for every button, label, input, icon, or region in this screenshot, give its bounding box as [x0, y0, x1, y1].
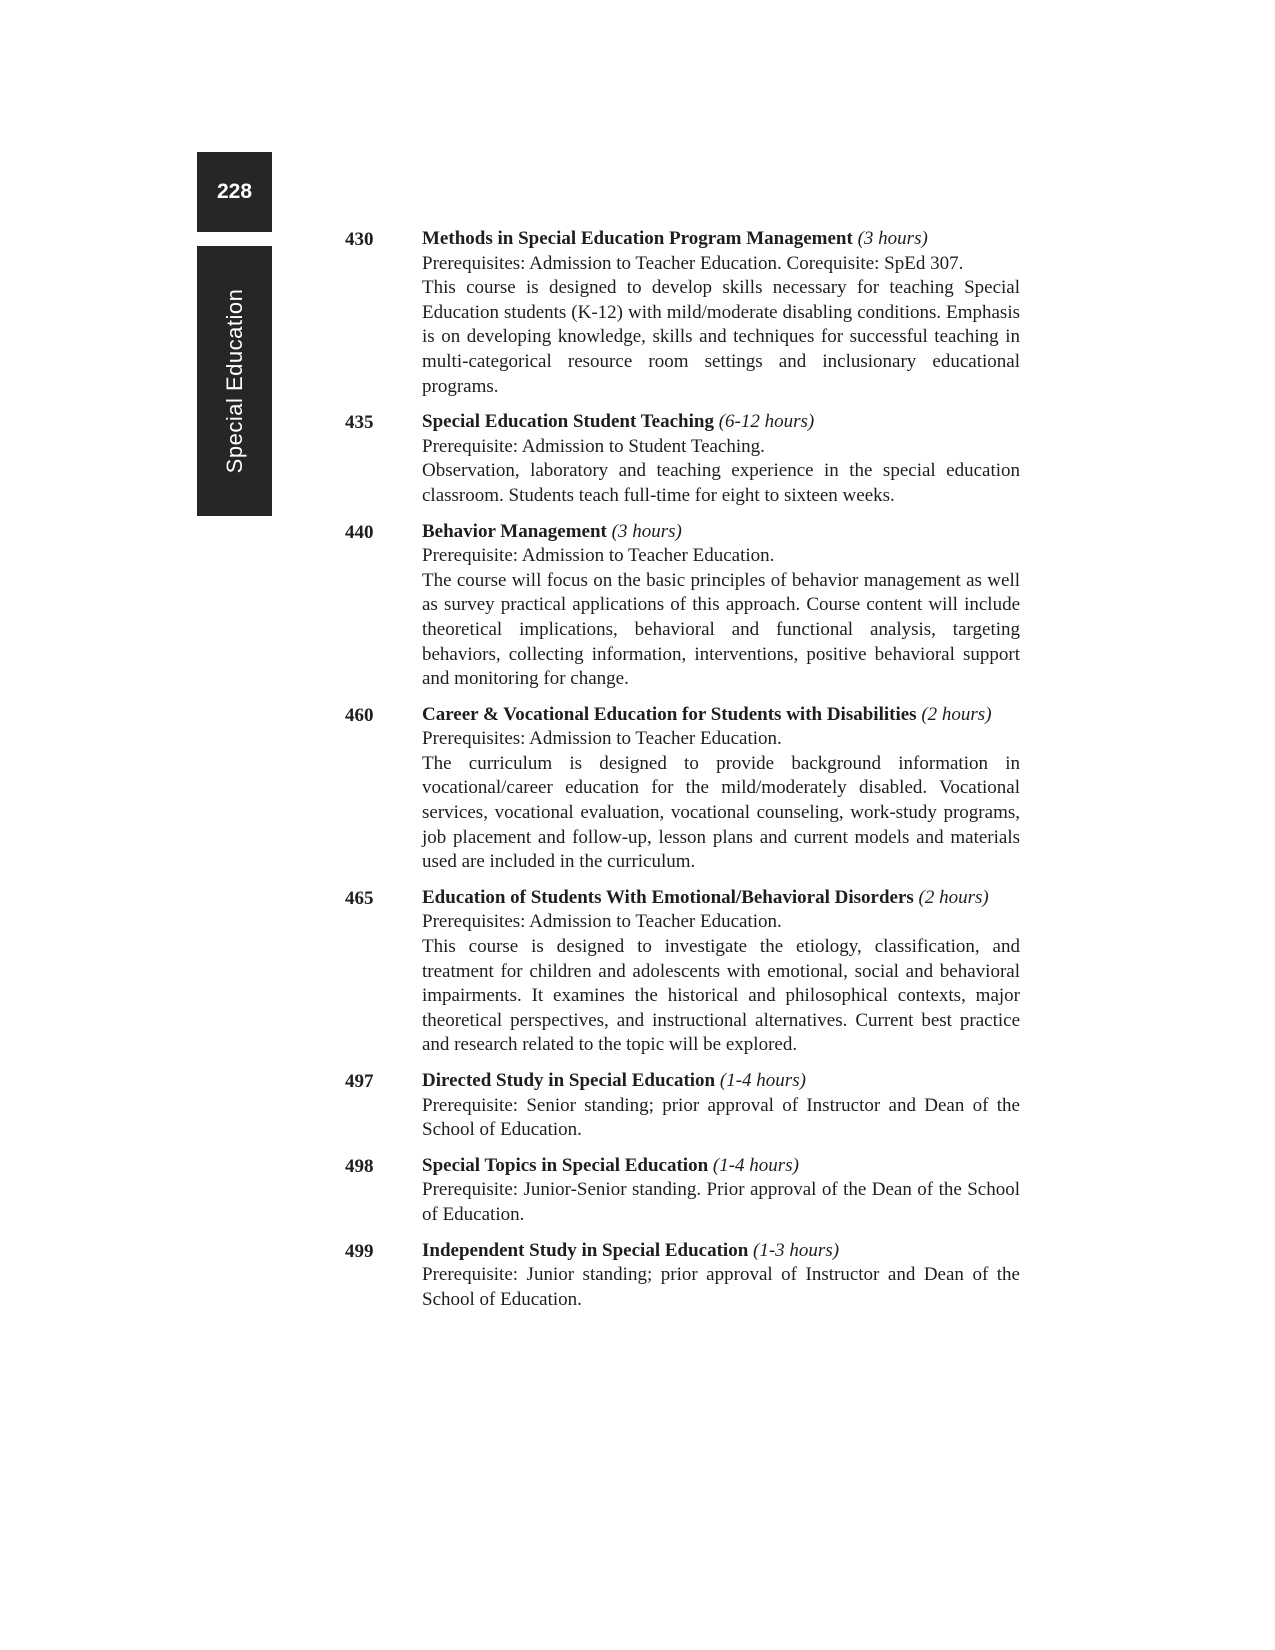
- course-hours: (6-12 hours): [718, 411, 815, 433]
- course-entry-497: [345, 1069, 1020, 1143]
- course-heading: [422, 1239, 1020, 1264]
- course-hours: (3 hours): [857, 228, 928, 249]
- course-body: [422, 1069, 1020, 1143]
- course-hours: (2 hours): [921, 703, 992, 725]
- course-body: [422, 1239, 1020, 1313]
- course-number: 465: [345, 887, 374, 909]
- course-body: [422, 886, 1020, 1058]
- course-prerequisites: Prerequisite: Junior standing; prior approval of Instructor and Dean of the School of Education.: [422, 1264, 1020, 1310]
- course-heading: [422, 227, 1020, 252]
- course-title: Independent Study in Special Education: [422, 1239, 749, 1261]
- course-hours: (3 hours): [611, 520, 682, 542]
- course-title: Education of Students With Emotional/Behavioral Disorders: [422, 886, 914, 908]
- course-number: 435: [345, 412, 374, 434]
- course-entry-499: [345, 1239, 1020, 1313]
- course-number: 430: [345, 229, 374, 250]
- course-heading: [422, 886, 1020, 911]
- course-prerequisites: Prerequisites: Admission to Teacher Education.: [422, 728, 782, 750]
- course-number: 497: [345, 1071, 374, 1092]
- course-list: [345, 227, 1020, 1323]
- course-title: Directed Study in Special Education: [422, 1070, 716, 1091]
- course-heading: [422, 410, 1020, 435]
- course-prerequisites: Prerequisite: Senior standing; prior approval of Instructor and Dean of the School of Education.: [422, 1094, 1020, 1141]
- course-prerequisites: Prerequisite: Junior-Senior standing. Prior approval of the Dean of the School of Education.: [422, 1179, 1020, 1225]
- course-entry-465: [345, 886, 1020, 1058]
- course-number: 498: [345, 1155, 374, 1177]
- course-title: Methods in Special Education Program Management: [422, 228, 853, 249]
- page-number-tab: [197, 152, 272, 232]
- course-prerequisites: Prerequisite: Admission to Teacher Education.: [422, 545, 775, 567]
- course-hours: (1-4 hours): [719, 1070, 806, 1091]
- course-number: 460: [345, 704, 374, 726]
- course-body: [422, 703, 1020, 875]
- course-number: 440: [345, 521, 374, 543]
- course-hours: (1-3 hours): [753, 1239, 840, 1261]
- course-entry-460: [345, 703, 1020, 875]
- section-tab: [197, 246, 272, 516]
- page-number: 228: [216, 180, 253, 203]
- course-heading: [422, 1069, 1020, 1094]
- course-hours: (2 hours): [918, 886, 989, 908]
- course-body: [422, 227, 1020, 399]
- course-prerequisites: Prerequisites: Admission to Teacher Education.: [422, 911, 782, 933]
- section-label: Special Education: [221, 288, 247, 474]
- course-title: Special Education Student Teaching: [422, 411, 714, 433]
- course-heading: [422, 520, 1020, 545]
- course-prerequisites: Prerequisite: Admission to Student Teaching.: [422, 435, 765, 457]
- course-entry-498: [345, 1154, 1020, 1228]
- course-hours: (1-4 hours): [712, 1154, 799, 1176]
- course-entry-440: [345, 520, 1020, 692]
- course-heading: [422, 703, 1020, 728]
- course-body: [422, 1154, 1020, 1228]
- course-description: The course will focus on the basic principles of behavior management as well as survey practical applications of this approach. Course content will include theoretical implications, behavioral and functional analysis, targeting behaviors, collecting information, interventions, positive behavioral support and monitoring for change.: [422, 569, 1020, 690]
- course-description: This course is designed to investigate the etiology, classification, and treatment for children and adolescents with emotional, social and behavioral impairments. It examines the historical and philosophical contexts, major theoretical perspectives, and instructional alternatives. Current best practice and research related to the topic will be explored.: [422, 936, 1020, 1056]
- course-number: 499: [345, 1240, 374, 1262]
- course-entry-430: [345, 227, 1020, 399]
- course-title: Career & Vocational Education for Students with Disabilities: [422, 703, 917, 725]
- course-title: Special Topics in Special Education: [422, 1154, 709, 1176]
- course-entry-435: [345, 410, 1020, 508]
- course-body: [422, 520, 1020, 692]
- course-description: This course is designed to develop skills necessary for teaching Special Education students (K-12) with mild/moderate disabling conditions. Emphasis is on developing knowledge, skills and techniques for successful teaching in multi-categorical resource room settings and inclusionary educational programs.: [422, 277, 1020, 397]
- course-heading: [422, 1154, 1020, 1179]
- course-description: Observation, laboratory and teaching experience in the special education classroom. Students teach full-time for eight to sixteen weeks.: [422, 460, 1020, 506]
- course-body: [422, 410, 1020, 508]
- course-description: The curriculum is designed to provide background information in vocational/career education for the mild/moderately disabled. Vocational services, vocational evaluation, vocational counseling, work-study programs, job placement and follow-up, lesson plans and current models and materials used are included in the curriculum.: [422, 752, 1020, 873]
- course-prerequisites: Prerequisites: Admission to Teacher Education. Corequisite: SpEd 307.: [422, 252, 964, 274]
- course-title: Behavior Management: [422, 520, 607, 542]
